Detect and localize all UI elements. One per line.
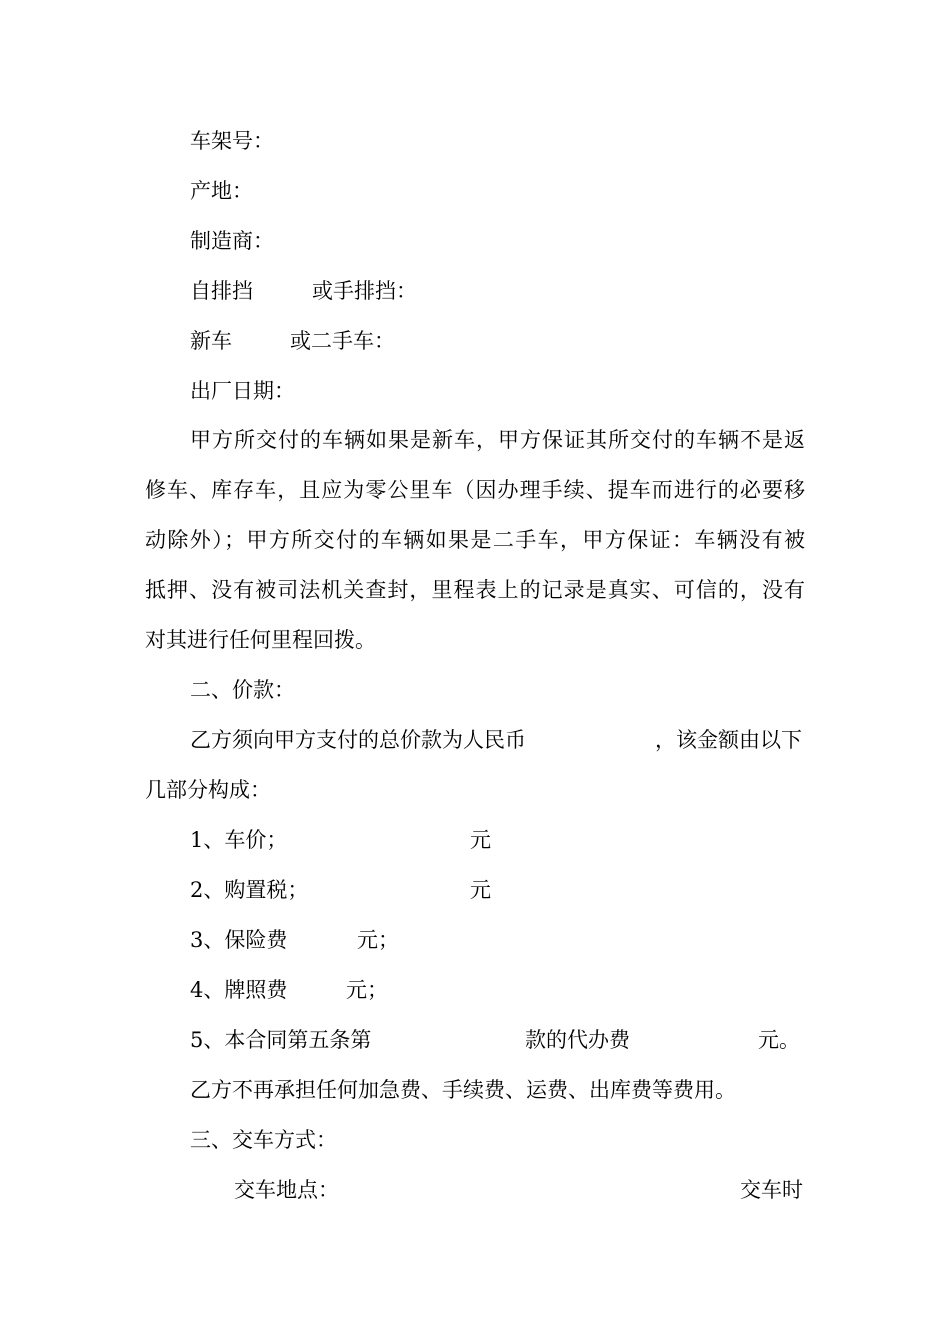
price-item-5 (0, 1025, 950, 1055)
used-car-label: 或二手车： (290, 329, 395, 353)
total-price-continuation: 几部分构成： (145, 778, 271, 802)
guarantee-line-4: 抵押、没有被司法机关查封，里程表上的记录是真实、可信的，没有 (145, 578, 805, 602)
delivery-time-label: 交车时 (740, 1178, 803, 1202)
license-fee-label: 4、牌照费 (190, 978, 288, 1002)
origin-label: 产地： (190, 179, 253, 203)
total-price-text: 乙方须向甲方支付的总价款为人民币 (190, 728, 526, 752)
frame-number-label: 车架号： (190, 129, 274, 153)
insurance-fee-unit: 元； (357, 928, 399, 952)
manufacture-date-label: 出厂日期： (190, 379, 295, 403)
insurance-fee-label: 3、保险费 (190, 928, 288, 952)
total-price-line (0, 725, 950, 755)
guarantee-line-2: 修车、库存车，且应为零公里车（因办理手续、提车而进行的必要移 (145, 478, 805, 502)
price-item-1 (0, 825, 950, 855)
delivery-heading: 三、交车方式： (190, 1128, 337, 1152)
license-fee-unit: 元； (346, 978, 388, 1002)
transmission-line (0, 276, 950, 306)
delivery-line (0, 1175, 950, 1205)
manufacturer-label: 制造商： (190, 229, 274, 253)
manual-label: 或手排挡： (312, 279, 417, 303)
agency-fee-label: 5、本合同第五条第 (190, 1028, 372, 1052)
agency-fee-mid: 款的代办费 (525, 1028, 630, 1052)
price-item-2 (0, 875, 950, 905)
automatic-label: 自排挡 (190, 279, 253, 303)
delivery-place-label: 交车地点： (234, 1178, 339, 1202)
total-price-suffix: ，该金额由以下 (655, 728, 802, 752)
car-price-unit: 元 (470, 828, 491, 852)
price-heading: 二、价款： (190, 678, 295, 702)
car-price-label: 1、车价； (190, 828, 288, 852)
guarantee-line-3: 动除外）；甲方所交付的车辆如果是二手车，甲方保证：车辆没有被 (145, 528, 805, 552)
new-car-label: 新车 (190, 329, 232, 353)
guarantee-line-5: 对其进行任何里程回拨。 (145, 628, 376, 652)
purchase-tax-label: 2、购置税； (190, 878, 309, 902)
price-item-4 (0, 975, 950, 1005)
agency-fee-unit: 元。 (758, 1028, 800, 1052)
no-extra-fees: 乙方不再承担任何加急费、手续费、运费、出库费等费用。 (190, 1078, 736, 1102)
purchase-tax-unit: 元 (470, 878, 491, 902)
price-item-3 (0, 925, 950, 955)
condition-line (0, 326, 950, 356)
guarantee-line-1: 甲方所交付的车辆如果是新车，甲方保证其所交付的车辆不是返 (190, 428, 805, 452)
